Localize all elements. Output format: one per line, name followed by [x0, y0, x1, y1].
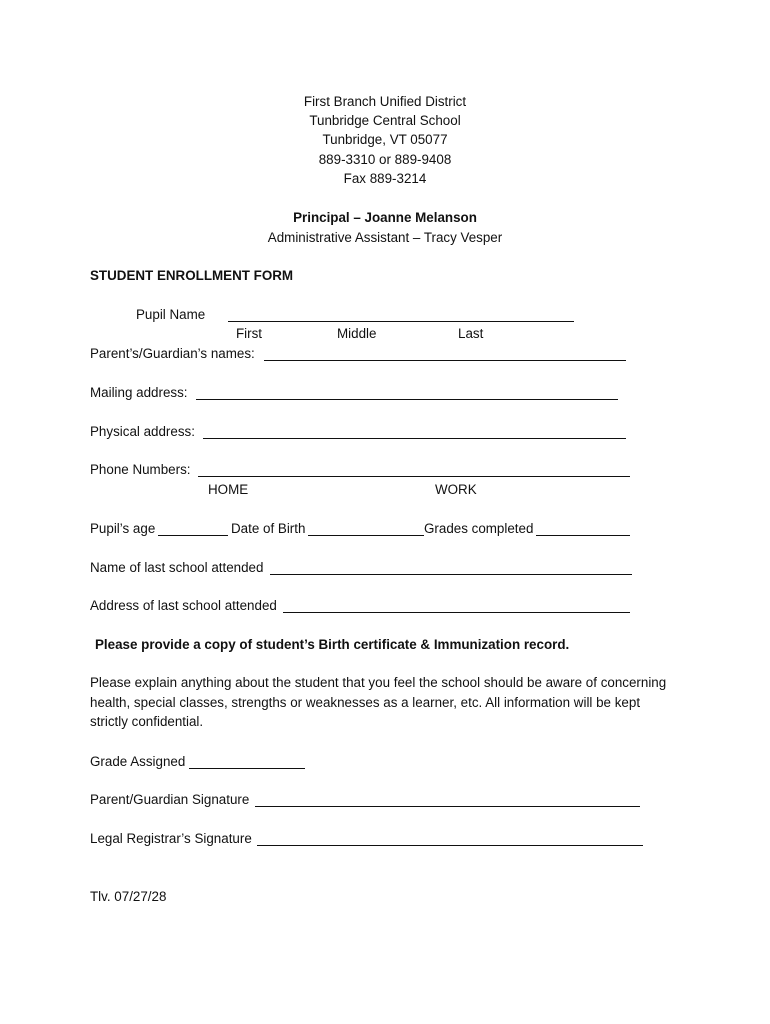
last-school-field[interactable] — [270, 562, 632, 575]
grade-assigned-label: Grade Assigned — [90, 754, 186, 769]
grades-label: Grades completed — [424, 521, 534, 536]
registrar-signature-label: Legal Registrar’s Signature — [90, 831, 252, 846]
name-part-middle: Middle — [337, 326, 377, 341]
age-label: Pupil’s age — [90, 521, 156, 536]
copy-notice: Please provide a copy of student’s Birth certificate & Immunization record. — [95, 637, 570, 652]
form-title: STUDENT ENROLLMENT FORM — [90, 268, 294, 283]
guardian-field[interactable] — [264, 348, 626, 361]
guardian-label: Parent’s/Guardian’s names: — [90, 346, 255, 361]
mailing-label: Mailing address: — [90, 385, 188, 400]
dob-label: Date of Birth — [231, 521, 306, 536]
footer-code: Tlv. 07/27/28 — [90, 889, 167, 904]
dob-field[interactable] — [308, 523, 424, 536]
phone-part-home: HOME — [208, 482, 249, 497]
district-name: First Branch Unified District — [303, 94, 467, 109]
name-part-first: First — [236, 326, 263, 341]
school-name: Tunbridge Central School — [309, 113, 461, 128]
name-part-last: Last — [458, 326, 484, 341]
school-fax: Fax 889-3214 — [343, 171, 427, 186]
explain-paragraph: Please explain anything about the student that you feel the school should be aware of concerning health, special classes, strengths or weaknesses as a learner, etc. All information will be kept strictly confidential. — [90, 675, 667, 729]
registrar-signature-field[interactable] — [257, 833, 643, 846]
last-school-address-label: Address of last school attended — [90, 598, 277, 613]
mailing-field[interactable] — [196, 387, 618, 400]
guardian-signature-label: Parent/Guardian Signature — [90, 792, 250, 807]
physical-label: Physical address: — [90, 424, 195, 439]
school-phones: 889-3310 or 889-9408 — [318, 152, 452, 167]
assistant-line: Administrative Assistant – Tracy Vesper — [267, 230, 503, 245]
guardian-signature-field[interactable] — [255, 794, 640, 807]
last-school-label: Name of last school attended — [90, 560, 264, 575]
last-school-address-field[interactable] — [283, 600, 630, 613]
phone-field[interactable] — [198, 464, 630, 477]
school-city: Tunbridge, VT 05077 — [322, 132, 448, 147]
grades-field[interactable] — [536, 523, 630, 536]
grade-assigned-field[interactable] — [189, 756, 305, 769]
age-field[interactable] — [158, 523, 228, 536]
physical-field[interactable] — [203, 426, 626, 439]
phone-label: Phone Numbers: — [90, 462, 191, 477]
phone-part-work: WORK — [435, 482, 477, 497]
principal-line: Principal – Joanne Melanson — [293, 210, 477, 225]
pupil-name-label: Pupil Name — [136, 307, 206, 322]
pupil-name-field[interactable] — [228, 309, 574, 322]
